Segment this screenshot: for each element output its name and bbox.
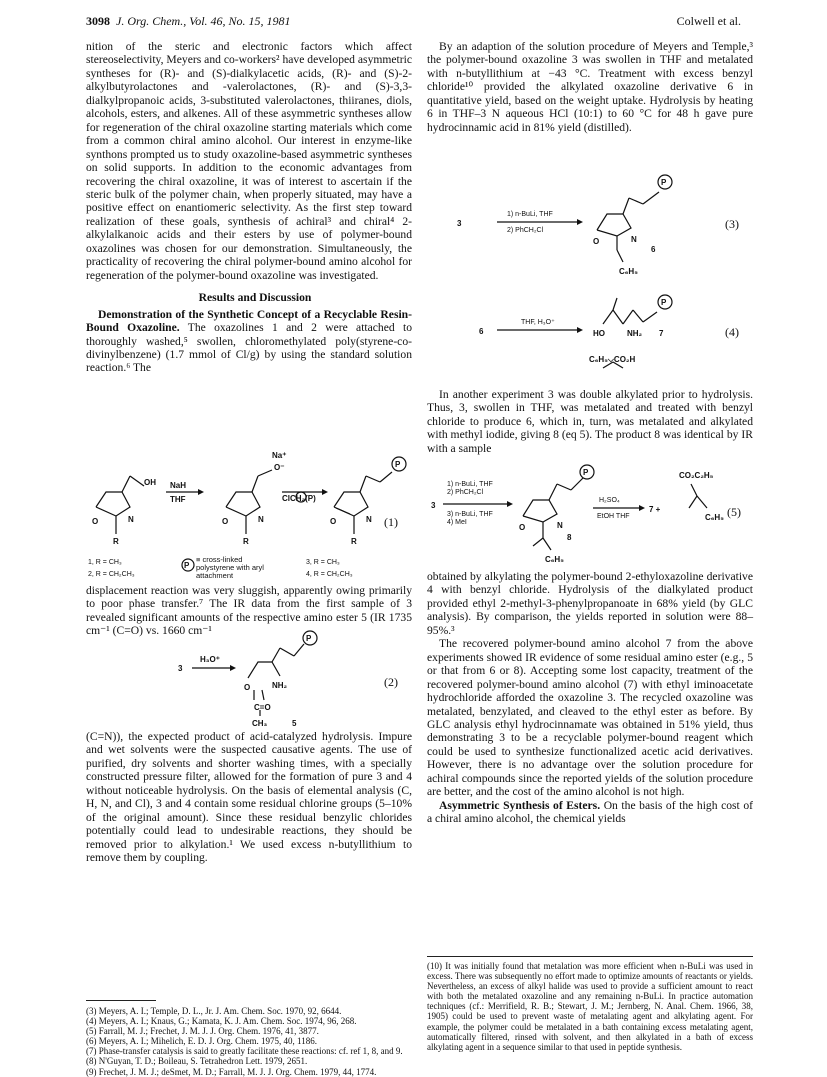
- footnote-rule: [86, 1000, 156, 1001]
- reagent-step: 2) PhCH₂Cl: [447, 489, 484, 496]
- reagent-thf: THF: [170, 495, 186, 504]
- r-label: R: [351, 537, 357, 546]
- start-compound-label: 6: [479, 327, 484, 336]
- ho-label: HO: [593, 329, 605, 338]
- paragraph: In another experiment 3 was double alkylated prior to hydrolysis. Thus, 3, swollen in THF, was metalated and treated with benzyl chloride to produce 6, which in, turn, was metalated and alkylated with methyl iodide, giving 8 (eq 5). The product 8 was identical by IR with a sample: [427, 388, 753, 455]
- o-label: O: [222, 517, 229, 526]
- n-label: N: [631, 235, 637, 244]
- scheme-eq2: [86, 630, 412, 730]
- footnote: (6) Meyers, A. I.; Mihelich, E. D. J. Org. Chem. 1975, 40, 1186.: [86, 1036, 317, 1047]
- scheme-eq5: [427, 464, 753, 568]
- o-label: O: [244, 683, 251, 692]
- legend-3: 3, R = CH₃: [306, 559, 340, 566]
- r-label: R: [113, 537, 119, 546]
- n-label: N: [258, 515, 264, 524]
- n-label: N: [128, 515, 134, 524]
- left-column-top: [86, 40, 412, 375]
- reagent-step: 2) PhCH₂Cl: [507, 227, 544, 234]
- legend-1: 1, R = CH₃: [88, 559, 122, 566]
- scheme-eq1: [86, 452, 412, 584]
- footnote-rule: [427, 956, 753, 957]
- legend-2: 2, R = CH₂CH₃: [88, 571, 135, 578]
- reagent-nah: NaH: [170, 481, 187, 490]
- reagent-thf-h3o: THF, H₃O⁺: [521, 319, 555, 326]
- paragraph: nition of the steric and electronic factors which affect stereoselectivity, Meyers and co-workers² have developed asymmetric syntheses for (R)- and (S)-dialkylacetic acids, (R)- and (S)-2-alkylbutyrolactones and -valerolactones, (R)- and (S)-3,3-dialkylpropanoic acids, 3-substituted valerolactones, thiiranes, diols, alcohols, esters, and alkenes. All of these asymmetric syntheses allow for regeneration of the chiral oxazoline starting materials which come from a common chiral amino alcohol. Our interest in enzyme-like synthons prompted us to study oxazoline-based asymmetric syntheses on solid supports. In addition to the economic advantages from recovering the chiral oxazoline, it was of interest to ascertain if the steric bulk of the polymer chain, when properly situated, may have a positive effect on enantiomeric selectivity. As the first step toward realization of these goals, synthesis of achiral³ and chiral⁴ 2-alkylalkanoic acids and their esters by use of polymer-bound oxazolines was chosen for our demonstration. Simultaneously, the practicality of recovering the chiral polymer-bound amino alcohol for regeneration of the polymer-bound oxazoline was investigated.: [86, 40, 412, 282]
- scheme-eq4: [427, 290, 753, 378]
- page-number: 3098: [86, 14, 110, 28]
- subheading: Demonstration of the Synthetic Concept of a Recyclable Resin-Bound Oxazoline.: [86, 307, 412, 335]
- paragraph: obtained by alkylating the polymer-bound 2-ethyloxazoline derivative 4 with benzyl chloride. Hydrolysis of the dialkylated product provided ethyl 2-methyl-3-phenylpropanoate in 68% yield (by GLC analysis). By comparison, the yields reported in solution were 88–95%.³: [427, 570, 753, 637]
- reagent-clch2p: ClCH₂(P): [282, 494, 316, 503]
- equation-number: (4): [725, 325, 739, 339]
- coproduct-label: 7 +: [649, 505, 661, 514]
- paragraph: (C=N)), the expected product of acid-catalyzed hydrolysis. Impure and wet solvents were the suspected causative agents. The use of purified, dry solvents and shorter washing times, with a specially constructed pressure filter, allowed for the formation of pure 3 and 4 without noticeable hydrolysis. On the basis of elemental analysis (C, H, N, and Cl), 3 and 4 contain some residual chlorine groups (5–10% of the original amount). Since these residual benzylic chlorides potentially could lead to undesirable reactions, they should be removed prior to alkylation.¹ We used excess n-butyllithium to remove them by coupling.: [86, 730, 412, 865]
- left-column-bottom: [86, 730, 412, 865]
- polymer-p-label: P: [184, 561, 190, 570]
- reagent-step: 3) n-BuLi, THF: [447, 511, 493, 518]
- start-compound-label: 3: [178, 664, 183, 673]
- reagent-step: 1) n-BuLi, THF: [507, 211, 553, 218]
- footnote: (8) N'Guyan, T. D.; Boileau, S. Tetrahedron Lett. 1979, 2651.: [86, 1056, 308, 1067]
- paragraph: By an adaption of the solution procedure of Meyers and Temple,³ the polymer-bound oxazoline 3 was swollen in THF and metalated with n-butyllithium at −43 °C. Treatment with excess benzyl chloride¹⁰ provided the alkylated oxazoline derivative 6 in quantitative yield, based on the weight uptake. Hydrolysis by heating 6 in THF–3 N aqueous HCl (10:1) to 60 °C for 48 h gave pure hydrocinnamic acid in 81% yield (distilled).: [427, 40, 753, 134]
- footnote: (3) Meyers, A. I.; Temple, D. L., Jr. J. Am. Chem. Soc. 1970, 92, 6644.: [86, 1006, 342, 1016]
- polymer-p-label: P: [661, 298, 667, 307]
- start-compound-label: 3: [457, 219, 462, 228]
- o-label: O: [519, 523, 526, 532]
- footnotes-left: [86, 1006, 412, 1077]
- reagent-step: 4) MeI: [447, 519, 467, 526]
- section-title: Results and Discussion: [198, 291, 312, 305]
- ch3-label: CH₃: [252, 719, 268, 728]
- r-label: R: [243, 537, 249, 546]
- running-header: [86, 14, 291, 29]
- paragraph: displacement reaction was very sluggish, apparently owing primarily to poor phase transfer.⁷ The IR data from the first sample of 3 revealed significant amounts of the respective amino ester 5 (IR 1735 cm⁻¹ (C=O) vs. 1660 cm⁻¹: [86, 584, 412, 638]
- na-label: Na⁺: [272, 451, 287, 460]
- paragraph: [86, 308, 412, 375]
- phenyl-label: C₆H₅: [619, 267, 638, 276]
- footnote: (9) Frechet, J. M. J.; deSmet, M. D.; Farrall, M. J. J. Org. Chem. 1979, 44, 1774.: [86, 1066, 377, 1077]
- paragraph: [427, 799, 753, 826]
- hydrocinnamic-acid-label: C₆H₅⌵CO₂H: [589, 355, 636, 364]
- footnote: (7) Phase-transfer catalysis is said to greatly facilitate these reactions: cf. ref 1, 8, and 9.: [86, 1046, 403, 1057]
- footnotes-right: [427, 961, 753, 1052]
- right-column-mid: [427, 388, 753, 455]
- scheme-eq3: [427, 170, 753, 288]
- reagent-etoh-thf: EtOH THF: [597, 513, 630, 520]
- compound-number: 6: [651, 245, 656, 254]
- header-authors: Colwell et al.: [676, 14, 741, 28]
- polymer-p-label: P: [661, 178, 667, 187]
- reagent-h3o: H₃O⁺: [200, 655, 220, 664]
- phenyl-label: C₆H₅: [705, 513, 724, 522]
- polymer-p-label: P: [306, 634, 312, 643]
- compound-number: 8: [567, 533, 572, 542]
- o-label: O: [330, 517, 337, 526]
- compound-number: 5: [292, 719, 297, 728]
- start-compound-label: 3: [431, 501, 436, 510]
- legend-p-description: ≡ cross-linked polystyrene with aryl attachment: [196, 555, 264, 580]
- right-column-bottom: [427, 570, 753, 826]
- reagent-step: 1) n-BuLi, THF: [447, 481, 493, 488]
- nh2-label: NH₂: [627, 329, 643, 338]
- n-label: N: [557, 521, 563, 530]
- journal-citation: J. Org. Chem., Vol. 46, No. 15, 1981: [116, 14, 291, 28]
- equation-number: (1): [384, 515, 398, 529]
- footnote: (4) Meyers, A. I.; Knaus, G.; Kamata, K. J. Am. Chem. Soc. 1974, 96, 268.: [86, 1016, 357, 1027]
- nh2-label: NH₂: [272, 681, 288, 690]
- n-label: N: [366, 515, 372, 524]
- paragraph-text: On the basis of the high cost of a chiral amino alcohol, the chemical yields: [427, 798, 753, 826]
- right-column-top: [427, 40, 753, 134]
- polymer-p-label: P: [583, 468, 589, 477]
- ester-label: CO₂C₂H₅: [679, 471, 714, 480]
- compound-number: 7: [659, 329, 664, 338]
- paragraph: The recovered polymer-bound amino alcohol 7 from the above experiments showed IR evidence of some residual amino ester (e.g., 5 or that from 6 or 8). Accepting some lost capacity, treatment of the recovered polymer-bound amino alcohol (7) with ethyl iminoacetate hydrochloride afforded the oxazoline 3. The recycled oxazoline was metalated, benzylated, and cleaved to the ethyl ester as before. By GLC analysis ethyl hydrocinnamate was obtained in 51% yield, thus demonstrating 3 to be a recyclable polymer-bound reagent which could be used to synthesize functionalized acetic acid derivatives. However, there is no advantage over the solution procedure for achiral compounds since the reported yields of the solution procedure are better, and the cost of the amino alcohol is not high.: [427, 637, 753, 799]
- footnote: (5) Farrall, M. J.; Frechet, J. M. J. J. Org. Chem. 1976, 41, 3877.: [86, 1026, 319, 1037]
- reagent-h2so4: H₂SO₄: [599, 497, 620, 504]
- legend-4: 4, R = CH₂CH₃: [306, 571, 353, 578]
- o-label: O: [92, 517, 99, 526]
- footnote: (10) It was initially found that metalation was more efficient when n-BuLi was used in excess. There was subsequently no effort made to optimize amounts of reactants or yields. Nevertheless, an excess of alkyl halide was used to provide a sufficient amount to react with both the metalated oxazoline and any remaining n-BuLi. In practice automation techniques (cf.: Merrifield, R. B.; Stewart, J. M.; Jernberg, N. Anal. Chem. 1966, 38, 1905) could be used to prevent waste of metalating agent and alkylating agent. For example, the polymer could be metalated in a bath containing excess metalating agent, automatically filtered, rinsed with solvent, and then alkylated in a bath of excess alkylating agent in a sequence similar to that used in peptide synthesis.: [427, 961, 753, 1052]
- ominus-label: O⁻: [274, 463, 285, 472]
- paragraph-text: The oxazolines 1 and 2 were attached to thoroughly washed,⁵ swollen, chloromethylated poly(styrene-co-divinylbenzene) (1.7 mmol of Cl/g) by using the standard solution reaction.⁶ The: [86, 321, 412, 375]
- oh-label: OH: [144, 478, 156, 487]
- phenyl-label: C₆H₅: [545, 555, 564, 564]
- equation-number: (2): [384, 675, 398, 689]
- equation-number: (3): [725, 217, 739, 231]
- polymer-p-label: P: [395, 460, 401, 469]
- o-label: O: [593, 237, 600, 246]
- equation-number: (5): [727, 505, 741, 519]
- subheading: Asymmetric Synthesis of Esters.: [439, 798, 601, 812]
- co-label: C=O: [254, 703, 271, 712]
